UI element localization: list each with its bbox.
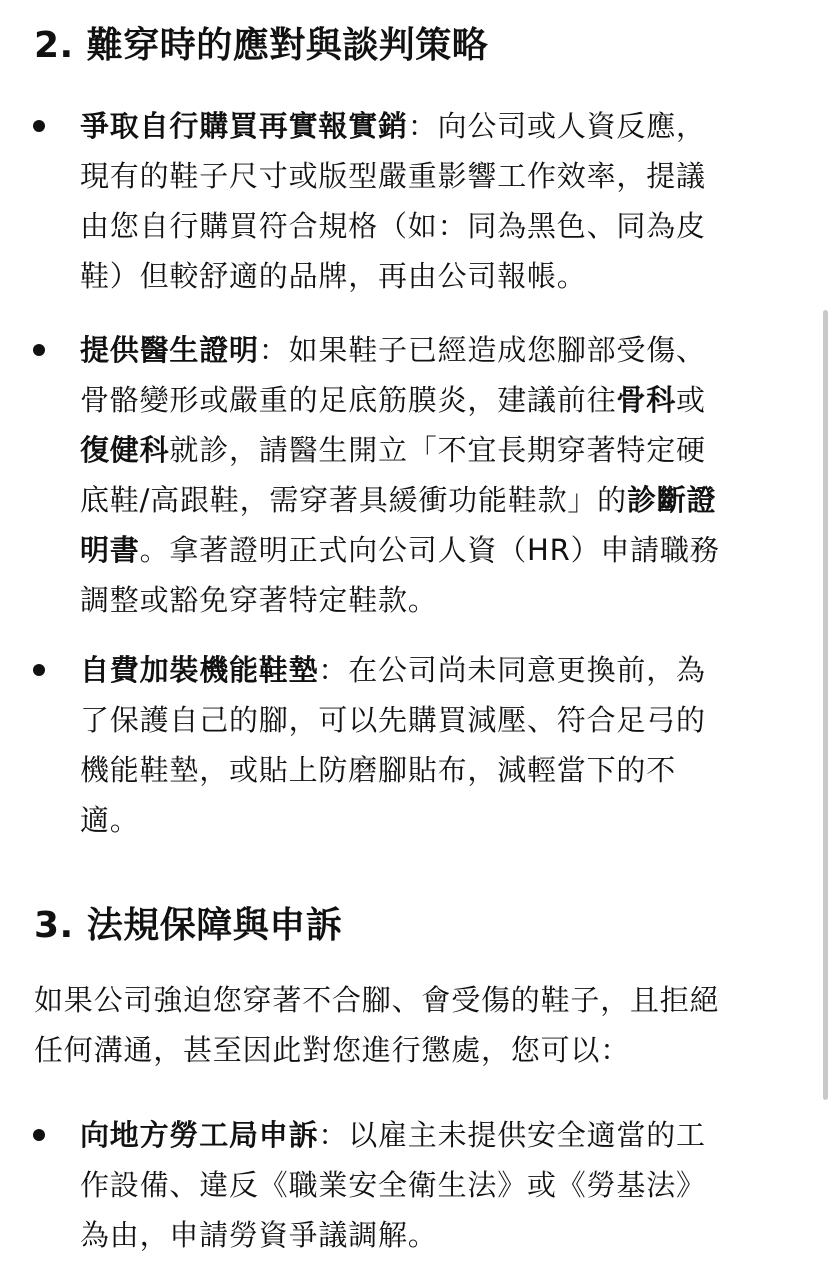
text-line: 復健科就診，請醫生開立「不宜長期穿著特定硬 <box>80 433 706 467</box>
text-line: 底鞋/高跟鞋，需穿著具緩衝功能鞋款」的診斷證 <box>80 483 717 517</box>
vertical-scrollbar[interactable] <box>823 310 828 1100</box>
bullet-dot <box>33 120 45 132</box>
text-line: 明書。拿著證明正式向公司人資（HR）申請職務 <box>80 533 720 567</box>
text-line: 現有的鞋子尺寸或版型嚴重影響工作效率，提議 <box>80 159 706 193</box>
text-line: 為由，申請勞資爭議調解。 <box>80 1218 438 1252</box>
text-line: 作設備、違反《職業安全衛生法》或《勞基法》 <box>80 1168 706 1202</box>
section-heading-legal: 3. 法規保障與申訴 <box>34 905 343 946</box>
text-line: 如果公司強迫您穿著不合腳、會受傷的鞋子，且拒絕 <box>34 983 720 1017</box>
text-line: 向地方勞工局申訴：以雇主未提供安全適當的工 <box>80 1118 706 1152</box>
section-heading-strategies: 2. 難穿時的應對與談判策略 <box>34 25 489 66</box>
bold-term-rehab: 復健科 <box>80 433 170 467</box>
text-line: 提供醫生證明：如果鞋子已經造成您腳部受傷、 <box>80 333 706 367</box>
bold-label: 向地方勞工局申訴 <box>80 1118 319 1152</box>
text-line: 骨骼變形或嚴重的足底筋膜炎，建議前往骨科或 <box>80 383 706 417</box>
intro-paragraph <box>34 975 804 1075</box>
text-line: 爭取自行購買再實報實銷：向公司或人資反應， <box>80 109 706 143</box>
list-item-doctor-certificate <box>80 325 802 625</box>
bullet-dot <box>33 1129 45 1141</box>
text-line: 調整或豁免穿著特定鞋款。 <box>80 583 438 617</box>
text-line: 鞋）但較舒適的品牌，再由公司報帳。 <box>80 259 587 293</box>
text-line: 適。 <box>80 803 140 837</box>
text-line: 機能鞋墊，或貼上防磨腳貼布，減輕當下的不 <box>80 753 677 787</box>
list-item-self-purchase <box>80 101 802 301</box>
text-line: 由您自行購買符合規格（如：同為黑色、同為皮 <box>80 209 706 243</box>
bullet-dot <box>33 664 45 676</box>
bold-term-diagnosis: 診斷證 <box>626 483 717 517</box>
bold-label: 爭取自行購買再實報實銷 <box>80 109 408 143</box>
bold-term-certificate: 明書 <box>80 533 140 567</box>
list-item-labor-bureau <box>80 1110 802 1260</box>
text-line: 任何溝通，甚至因此對您進行懲處，您可以： <box>34 1033 631 1067</box>
text-line: 自費加裝機能鞋墊：在公司尚未同意更換前，為 <box>80 653 706 687</box>
bold-label: 自費加裝機能鞋墊 <box>80 653 319 687</box>
bold-term-orthopedics: 骨科 <box>616 383 677 417</box>
bullet-dot <box>33 344 45 356</box>
text-line: 了保護自己的腳，可以先購買減壓、符合足弓的 <box>80 703 706 737</box>
list-item-insoles <box>80 645 802 845</box>
bold-label: 提供醫生證明 <box>80 333 259 367</box>
